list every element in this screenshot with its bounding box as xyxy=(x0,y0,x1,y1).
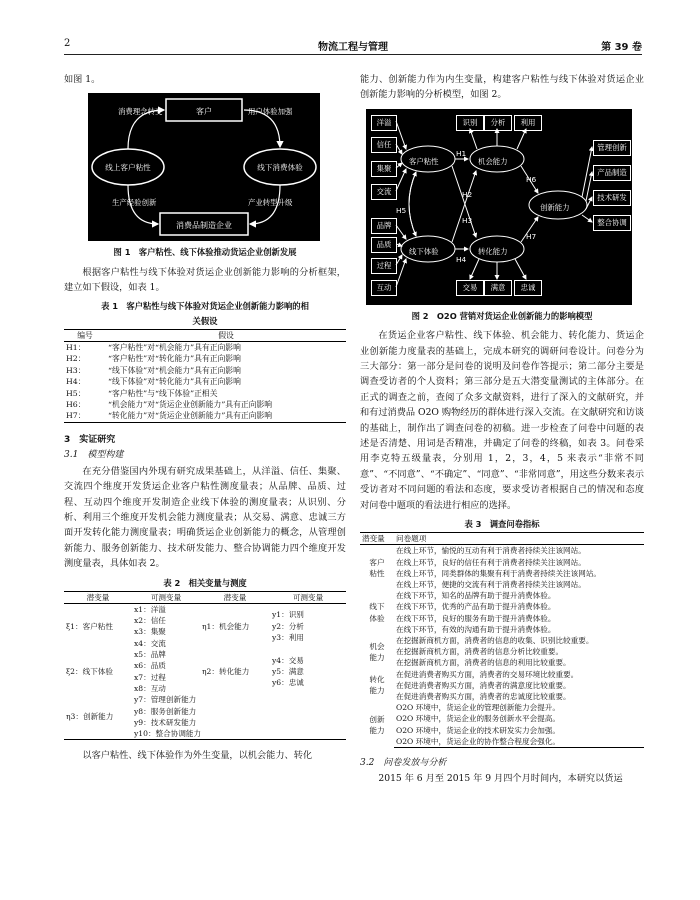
fig2-box-guanli: 管理创新 xyxy=(593,140,631,156)
t1-head-id: 编号 xyxy=(64,329,106,341)
fig2-h5: H5 xyxy=(396,205,407,215)
fig2-box-pinpai: 品牌 xyxy=(371,218,397,234)
fig1-label-tr: 用户体验加强 xyxy=(248,107,293,117)
table-row: 机会 能力 在挖掘新商机方面，消费者的信息的收集、识别比较重要。 xyxy=(360,635,644,646)
t3-head: 潜变量 xyxy=(360,533,394,545)
left-column xyxy=(64,72,346,764)
t3-group-inn: 创新 能力 xyxy=(369,714,385,735)
table-row: 转化 能力 在促进消费者购买方面，消费者的交易环境比较重要。 xyxy=(360,669,644,680)
t2-head: 可测变量 xyxy=(132,591,200,603)
figure-1-caption: 图 1 客户粘性、线下体验推动货运企业创新发展 xyxy=(113,247,297,258)
table-row: H7： “转化能力”对“货运企业创新能力”具有正向影响 xyxy=(64,410,346,422)
t2-latent-exp: ξ2：线下体验 xyxy=(66,666,113,676)
table-1-caption: 表 1 客户粘性与线下体验对货运企业创新能力影响的相关假设 xyxy=(101,300,309,326)
table-row: 在线下环节，良好的服务有助于提升消费体验。 xyxy=(396,613,556,623)
fig2-ellipse-inn: 创新能力 xyxy=(540,202,570,212)
table-row: H3： “线下体验”对“机会能力”具有正向影响 xyxy=(66,365,241,375)
fig2-box-zhongcheng: 忠诚 xyxy=(514,280,542,296)
table-row: H1： “客户粘性”对“机会能力”具有正向影响 xyxy=(66,343,241,353)
table-row: 在线上环节，同类群体的集聚有利于消费者持续关注该网站。 xyxy=(396,568,602,578)
table-2-caption: 表 2 相关变量与测度 xyxy=(163,577,247,588)
fig2-box-jiju: 集聚 xyxy=(371,161,397,177)
fig1-online: 线上客户粘性 xyxy=(105,163,151,173)
table-row: H6： “机会能力”对“货运企业创新能力”具有正向影响 xyxy=(66,400,273,410)
figure-2-caption: 图 2 O2O 营销对货运企业创新能力的影响模型 xyxy=(411,310,593,321)
fig2-box-jiaoyi: 交易 xyxy=(456,280,484,296)
table-row: O2O 环境中，货运企业的服务创新水平会提高。 xyxy=(396,714,560,724)
running-header xyxy=(64,38,642,55)
t2-items-opp: y1：识别 y2：分析 y3：利用 xyxy=(272,610,304,643)
table-3-caption: 表 3 调查问卷指标 xyxy=(464,519,540,530)
t3-group-exp: 线下 体验 xyxy=(369,602,385,623)
fig2-ellipse-opp: 机会能力 xyxy=(478,156,508,166)
fig2-h2: H2 xyxy=(462,189,473,199)
paragraph-variables: 以客户粘性、线下体验作为外生变量，以机会能力、转化 xyxy=(82,750,313,762)
fig2-box-xinren: 信任 xyxy=(371,137,397,153)
page-number: 2 xyxy=(64,38,71,49)
paragraph-hypotheses: 根据客户粘性与线下体验对货运企业创新能力影响的分析框架，建立如下假设，如表 1。 xyxy=(64,266,346,294)
table-row: O2O 环境中，货运企业的技术研发实力会加强。 xyxy=(396,725,560,735)
t2-head: 可测变量 xyxy=(270,591,346,603)
table-row: 在挖掘新商机方面，消费者的信息的利用比较重要。 xyxy=(396,658,571,668)
right-column xyxy=(360,72,644,787)
t3-group-conv: 转化 能力 xyxy=(369,675,385,696)
fig2-box-fenxi: 分析 xyxy=(484,115,512,131)
t1-head-h: 假设 xyxy=(106,329,346,341)
fig2-h4: H4 xyxy=(456,254,467,264)
t3-group-stick: 客户 粘性 xyxy=(369,557,385,578)
t2-head: 潜变量 xyxy=(200,591,270,603)
fig2-box-hudong: 互动 xyxy=(371,280,397,296)
table-row: O2O 环境中，货运企业的协作整合程度会强化。 xyxy=(360,736,644,748)
table-row: 在线上环节，便捷的交流有利于消费者持续关注该网站。 xyxy=(396,579,586,589)
section-3-2-heading: 3.2 问卷发放与分析 xyxy=(360,757,447,768)
t3-group-opp: 机会 能力 xyxy=(369,641,385,662)
fig2-ellipse-exp: 线下体验 xyxy=(409,246,439,256)
fig1-label-tl: 消费理念转变 xyxy=(118,107,163,117)
table-row: H4： “线下体验”对“转化能力”具有正向影响 xyxy=(66,377,241,387)
t2-latent-stick: ξ1：客户粘性 xyxy=(66,621,113,631)
table-row: 在挖掘新商机方面，消费者的信息分析比较重要。 xyxy=(396,647,564,657)
table-row: 在线上环节，良好的信任有利于消费者持续关注该网站。 xyxy=(396,557,586,567)
section-3-1-heading: 3.1 模型构建 xyxy=(64,450,124,461)
table-row: 客户 粘性 在线上环节，愉悦的互动有利于消费者持续关注该网站。 xyxy=(360,545,644,557)
t2-items-conv: y4：交易 y5：满意 y6：忠诚 xyxy=(272,655,304,688)
table-row: H5： “客户粘性”与“线下体验”正相关 xyxy=(66,388,218,398)
table-1 xyxy=(64,329,346,423)
figure-1-diagram xyxy=(88,93,320,241)
paragraph-model-cont: 能力、创新能力作为内生变量，构建客户粘性与线下体验对货运企业创新能力影响的分析模型，如图 2。 xyxy=(360,74,644,101)
fig1-offline: 线下消费体验 xyxy=(257,163,303,173)
t2-items-inn: y7：管理创新能力 y8：服务创新能力 y9：技术研发能力 y10：整合协调能力 xyxy=(132,694,270,740)
fig2-h1: H1 xyxy=(456,148,467,158)
t2-latent-conv: η2：转化能力 xyxy=(202,666,250,676)
fig1-customer: 客户 xyxy=(196,107,212,117)
fig2-box-manyi: 满意 xyxy=(484,280,512,296)
table-3 xyxy=(360,532,644,748)
fig2-box-jiaoliu: 交流 xyxy=(371,184,397,200)
figure-1 xyxy=(88,93,320,241)
t2-items-stick: x1：洋溢 x2：信任 x3：集聚 x4：交流 xyxy=(134,604,166,648)
table-row: 在线下环节，优秀的产品有助于提升消费体验。 xyxy=(396,602,556,612)
fig2-box-zhizao: 产品制造 xyxy=(593,165,631,181)
journal-title: 物流工程与管理 xyxy=(318,42,388,53)
paragraph-distribution: 2015 年 6 月至 2015 年 9 月四个月时间内，本研究以货运 xyxy=(378,773,623,785)
intro-text: 如图 1。 xyxy=(64,74,101,85)
table-row: 在线下环节，有效的沟通有助于提升消费体验。 xyxy=(396,624,556,634)
fig2-box-shibie: 识别 xyxy=(456,115,484,131)
table-row: 在促进消费者购买方面，消费者的满意度比较重要。 xyxy=(396,680,571,690)
fig2-box-yangyi: 洋溢 xyxy=(371,115,397,131)
fig2-ellipse-stick: 客户粘性 xyxy=(409,156,439,166)
table-row: 在促进消费者购买方面，消费者的忠诚度比较重要。 xyxy=(396,691,571,701)
t2-head: 潜变量 xyxy=(64,591,132,603)
fig2-box-guocheng: 过程 xyxy=(371,258,397,274)
fig1-label-br: 产业转型升级 xyxy=(248,198,293,208)
section-3-heading: 3 实证研究 xyxy=(64,434,116,445)
t3-head: 问卷题项 xyxy=(394,533,644,545)
table-row: H2： “客户粘性”对“转化能力”具有正向影响 xyxy=(66,354,241,364)
fig1-enterprise: 消费品制造企业 xyxy=(176,221,232,231)
fig2-h3: H3 xyxy=(462,215,473,225)
paragraph-questionnaire: 在货运企业客户粘性、线下体验、机会能力、转化能力、货运企业创新能力度量表的基础上，完成本研究的调研问卷设计。问卷分为三大部分：第一部分是问卷的说明及问卷作答提示；第二部分主要是调查受访者的个人资料；第三部分是五大潜变量测试的主体部分。在正式的调查之前，查阅了众多文献资料，进行了深入的文献研究，并和有过消费品 O2O 购物经历的群体进行深入交流。在文献研究和访谈的基础上，制作出了调查问卷的初稿。进一步检查了问卷中问题的表述是否清楚、用词是否精准，并确定了问卷的终稿，如表 3。问卷采用李克特五级量表，分别用 1，2，3，4，5 来表示“非常不同意”、“不同意”、“不确定”、“同意”、“非常同意”，用这些分数来表示受访者对不同问题的看法和态度，要求受访者根据自己的情况和态度对问卷中题项的看法进行相应的选择。 xyxy=(360,330,644,511)
fig2-box-pinzhi: 品质 xyxy=(371,237,397,253)
fig1-label-bl: 生产经验创新 xyxy=(112,198,157,208)
figure-2 xyxy=(366,109,632,305)
fig2-h6: H6 xyxy=(526,174,537,184)
volume-label: 第 39 卷 xyxy=(601,42,642,53)
t2-items-exp: x5：品牌 x6：品质 x7：过程 x8：互动 xyxy=(134,650,166,693)
fig2-h7: H7 xyxy=(526,231,537,241)
table-row: 创新 能力 O2O 环境中，货运企业的管理创新能力会提升。 xyxy=(360,702,644,713)
t2-latent-inn: η3：创新能力 xyxy=(64,694,132,740)
fig2-box-xietiao: 整合协调 xyxy=(593,215,631,231)
table-2 xyxy=(64,591,346,741)
fig2-box-yanfa: 技术研发 xyxy=(593,190,631,206)
paragraph-model: 在充分借鉴国内外现有研究成果基础上，从洋溢、信任、集聚、交流四个维度开发货运企业客户粘性测度量表；从品牌、品质、过程、互动四个维度开发制造企业线下体验的测度量表；从识别、分析、利用三个维度开发机会能力测度量表；从交易、满意、忠诚三方面开发转化能力测度量表；明确货运企业创新能力的概念，从管理创新能力、服务创新能力、技术研发能力、整合协调能力四个维度开发测度量表，具体如表 2。 xyxy=(64,465,346,570)
fig2-box-liyong: 利用 xyxy=(514,115,542,131)
t2-latent-opp: η1：机会能力 xyxy=(202,621,250,631)
table-row: 线下 体验 在线下环节，知名的品牌有助于提升消费体验。 xyxy=(360,590,644,601)
fig2-ellipse-conv: 转化能力 xyxy=(478,246,508,256)
